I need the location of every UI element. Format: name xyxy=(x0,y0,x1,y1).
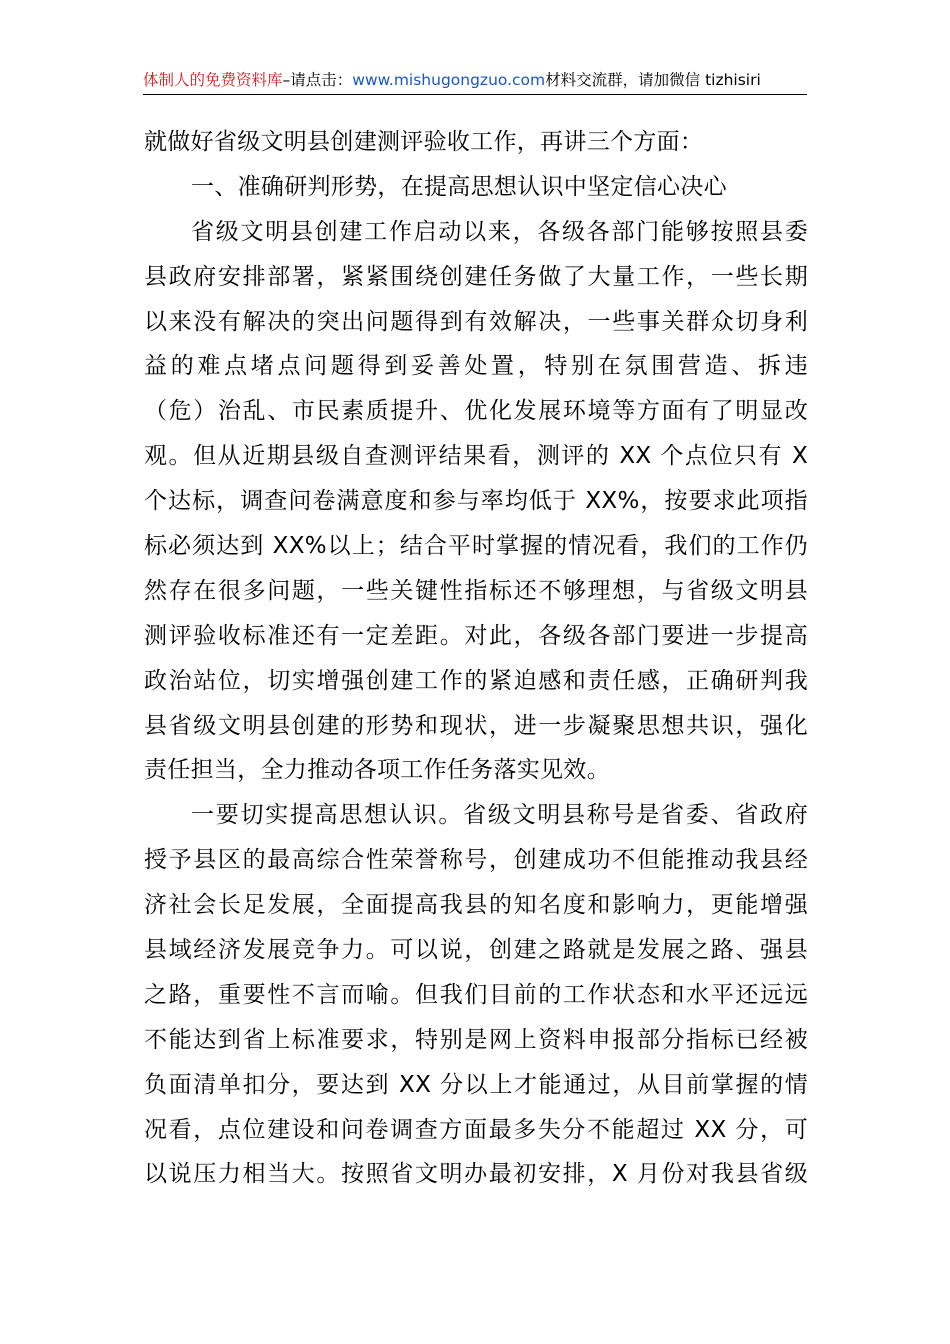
body-line: 测评验收标准还有一定差距。对此，各级各部门要进一步提高 xyxy=(144,622,808,649)
body-line: 县域经济发展竞争力。可以说，创建之路就是发展之路、强县 xyxy=(144,937,808,964)
body-line: 济社会长足发展，全面提高我县的知名度和影响力，更能增强 xyxy=(144,892,808,919)
body-line: 以说压力相当大。按照省文明办最初安排，X 月份对我县省级 xyxy=(144,1161,808,1188)
body-line: 不能达到省上标准要求，特别是网上资料申报部分指标已经被 xyxy=(144,1026,808,1053)
header-click-prompt: –请点击： xyxy=(282,71,353,89)
body-line: 省级文明县创建工作启动以来，各级各部门能够按照县委 xyxy=(191,218,808,245)
body-line: 标必须达到 XX%以上；结合平时掌握的情况看，我们的工作仍 xyxy=(144,533,808,560)
header-contact: 材料交流群，请加微信 tizhisiri xyxy=(545,71,761,89)
body-line: 责任担当，全力推动各项工作任务落实见效。 xyxy=(144,757,610,784)
body-line: 政治站位，切实增强创建工作的紧迫感和责任感，正确研判我 xyxy=(144,667,808,694)
header-site-name: 体制人的免费资料库 xyxy=(143,71,283,89)
page-header xyxy=(143,66,807,95)
body-line: 授予县区的最高综合性荣誉称号，创建成功不但能推动我县经 xyxy=(144,847,808,874)
body-line: 观。但从近期县级自查测评结果看，测评的 XX 个点位只有 X xyxy=(144,443,808,470)
body-line: 县省级文明县创建的形势和现状，进一步凝聚思想共识，强化 xyxy=(144,712,808,739)
body-line: 之路，重要性不言而喻。但我们目前的工作状态和水平还远远 xyxy=(144,981,808,1008)
body-line: 一要切实提高思想认识。省级文明县称号是省委、省政府 xyxy=(191,802,808,829)
document-body xyxy=(144,120,808,1197)
body-line: （危）治乱、市民素质提升、优化发展环境等方面有了明显改 xyxy=(144,398,808,425)
body-line: 以来没有解决的突出问题得到有效解决，一些事关群众切身利 xyxy=(144,308,808,335)
body-line: 负面清单扣分，要达到 XX 分以上才能通过，从目前掌握的情 xyxy=(144,1071,808,1098)
body-line: 况看，点位建设和问卷调查方面最多失分不能超过 XX 分，可 xyxy=(144,1116,808,1143)
body-line: 县政府安排部署，紧紧围绕创建任务做了大量工作，一些长期 xyxy=(144,263,808,290)
body-line: 就做好省级文明县创建测评验收工作，再讲三个方面： xyxy=(144,129,704,155)
section-heading: 一、准确研判形势，在提高思想认识中坚定信心决心 xyxy=(191,173,727,200)
body-line: 益的难点堵点问题得到妥善处置，特别在氛围营造、拆违 xyxy=(144,353,808,380)
header-url-link[interactable]: www.mishugongzuo.com xyxy=(352,71,546,89)
body-line: 然存在很多问题，一些关键性指标还不够理想，与省级文明县 xyxy=(144,577,808,604)
body-line: 个达标，调查问卷满意度和参与率均低于 XX%，按要求此项指 xyxy=(144,488,808,515)
